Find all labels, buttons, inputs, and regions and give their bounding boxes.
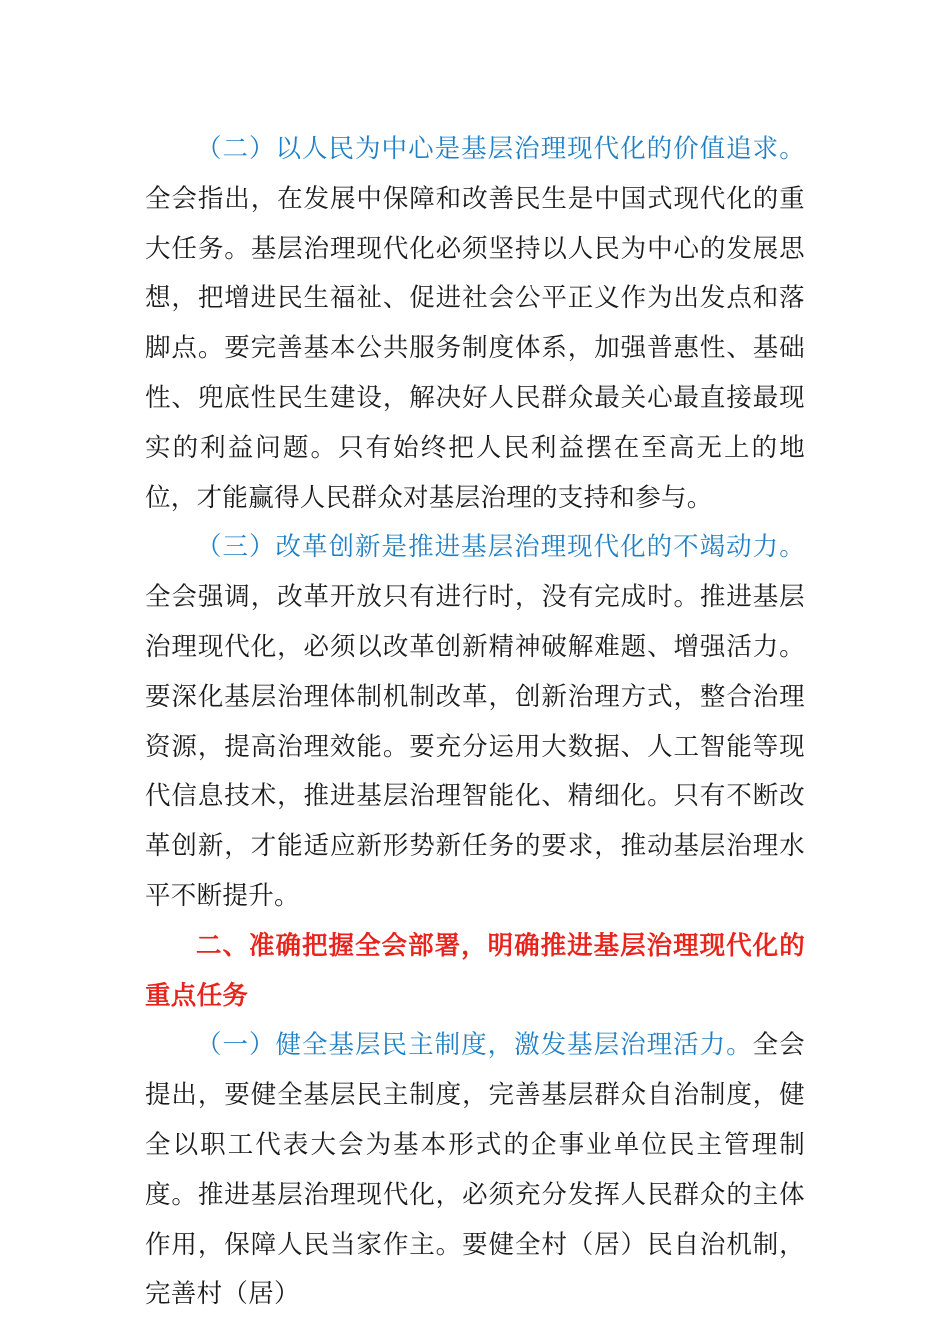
paragraph-grassroots-democracy (145, 1021, 805, 1320)
paragraph-body-grassroots-democracy: 全会提出，要健全基层民主制度，完善基层群众自治制度，健全以职工代表大会为基本形式的企事业单位民主管理制度。推进基层治理现代化，必须充分发挥人民群众的主体作用，保障人民当家作主。要健全村（居）民自治机制，完善村（居） (145, 1030, 805, 1310)
subheading-reform-innovation: （三）改革创新是推进基层治理现代化的不竭动力。 (196, 532, 805, 563)
section-title-key-tasks: 二、准确把握全会部署，明确推进基层治理现代化的重点任务 (145, 930, 805, 1011)
document-body (145, 125, 805, 1320)
subheading-people-centered: （二）以人民为中心是基层治理现代化的价值追求。 (196, 134, 805, 164)
paragraph-body-reform-innovation: 全会强调，改革开放只有进行时，没有完成时。推进基层治理现代化，必须以改革创新精神破解难题、增强活力。要深化基层治理体制机制改革，创新治理方式，整合治理资源，提高治理效能。要充分运用大数据、人工智能等现代信息技术，推进基层治理智能化、精细化。只有不断改革创新，才能适应新形势新任务的要求，推动基层治理水平不断提升。 (145, 582, 805, 911)
paragraph-reform-innovation (145, 523, 805, 921)
paragraph-people-centered (145, 125, 805, 523)
subheading-grassroots-democracy: （一）健全基层民主制度，激发基层治理活力。 (196, 1030, 753, 1061)
paragraph-body-people-centered: 全会指出，在发展中保障和改善民生是中国式现代化的重大任务。基层治理现代化必须坚持以人民为中心的发展思想，把增进民生福祉、促进社会公平正义作为出发点和落脚点。要完善基本公共服务制度体系，加强普惠性、基础性、兜底性民生建设，解决好人民群众最关心最直接最现实的利益问题。只有始终把人民利益摆在至高无上的地位，才能赢得人民群众对基层治理的支持和参与。 (145, 183, 805, 513)
